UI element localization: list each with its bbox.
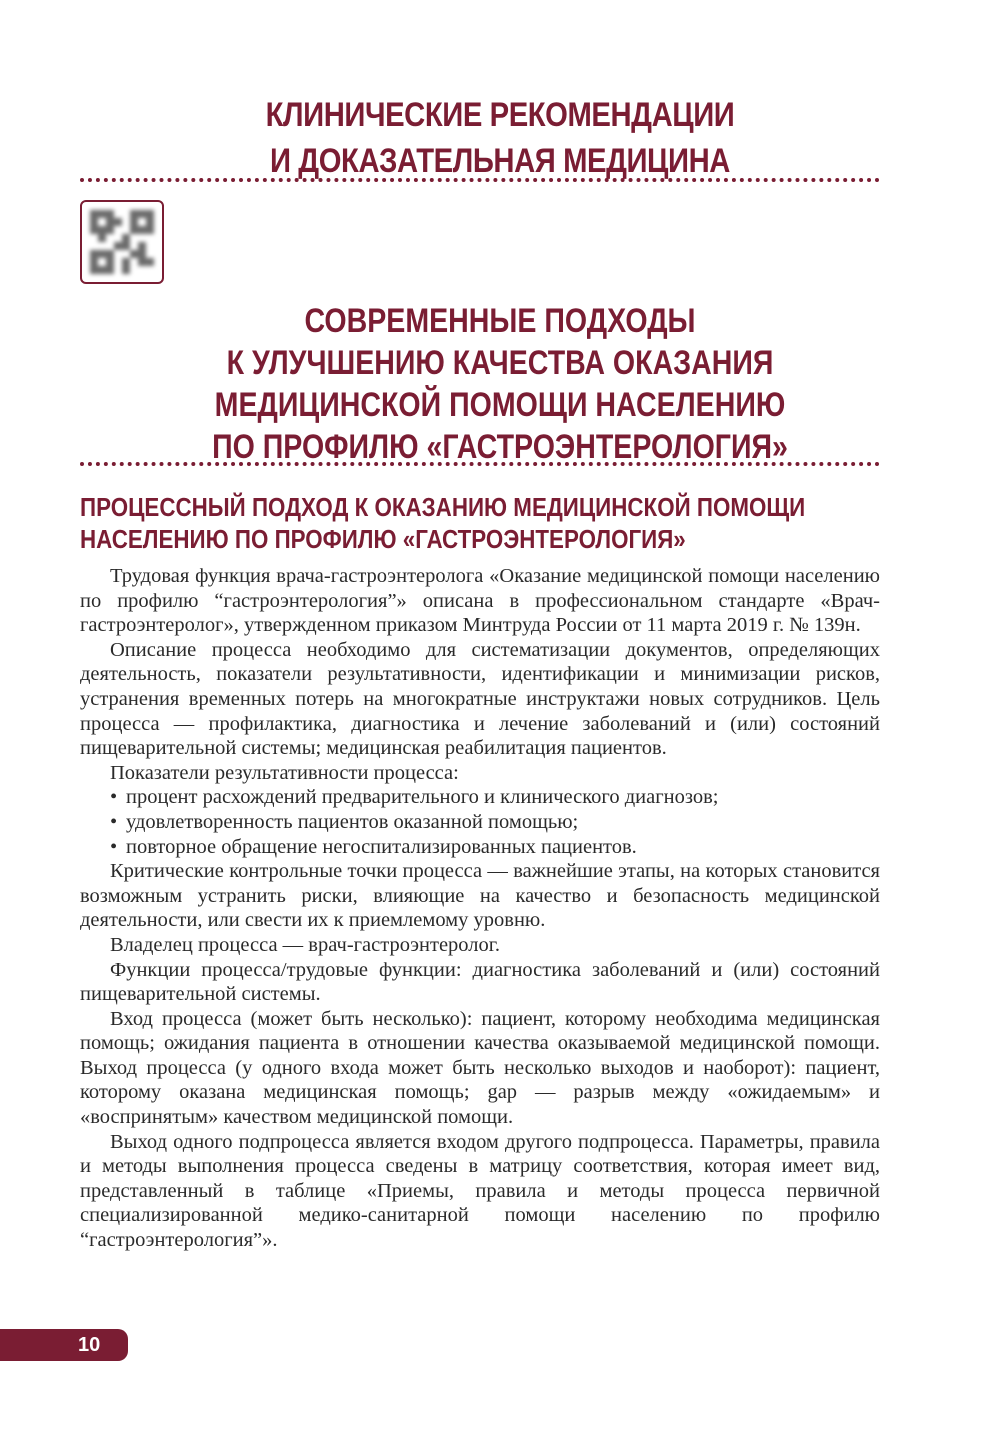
paragraph: Критические контрольные точки процесса — важнейшие этапы, на которых становится возможным устранить риски, влияющие на качество и безопасность медицинской деятельности, или свести их к приемлемому уровню.: [80, 860, 880, 932]
list-item: [80, 835, 880, 860]
qr-code-icon: [90, 210, 154, 274]
dotted-divider: [80, 178, 880, 182]
section-title-line: И ДОКАЗАТЕЛЬНАЯ МЕДИЦИНА: [270, 142, 730, 180]
paragraph: Вход процесса (может быть несколько): пациент, которому необходима медицинская помощь; ожидания пациента в отношении качества оказываемой медицинской помощи. Выход процесса (у одного входа может быть несколько выходов и наоборот): пациент, которому оказана медицинская помощь; gap — разрыв между «ожидаемым» и «воспринятым» качеством медицинской помощи.: [80, 1007, 880, 1129]
qr-code[interactable]: [80, 200, 164, 284]
list-item: [80, 810, 880, 835]
bullet-icon: •: [110, 835, 118, 858]
paragraph: Описание процесса необходимо для систематизации документов, определяющих деятельность, показатели результативности, идентификации и минимизации рисков, устранения временных потерь на многократные инструктажи новых сотрудников. Цель процесса — профилактика, диагностика и лечение заболеваний и (или) состояний пищеварительной системы; медицинская реабилитация пациентов.: [80, 638, 880, 760]
paragraph: Выход одного подпроцесса является входом другого подпроцесса. Параметры, правила и методы выполнения процесса сведены в матрицу соответствия, которая имеет вид, представленный в таблице «Приемы, правила и методы процесса первичной специализированной медико-санитарной помощи населению по профилю “гастроэнтерология”».: [80, 1130, 880, 1252]
subtitle-line: НАСЕЛЕНИЮ ПО ПРОФИЛЮ «ГАСТРОЭНТЕРОЛОГИЯ»: [80, 524, 686, 554]
list-item-text: повторное обращение негоспитализированных пациентов.: [126, 835, 637, 858]
bullet-icon: •: [110, 810, 118, 833]
list-item-text: процент расхождений предварительного и клинического диагнозов;: [126, 786, 719, 809]
section-title-line: КЛИНИЧЕСКИЕ РЕКОМЕНДАЦИИ: [265, 96, 735, 134]
article-title-line: ПО ПРОФИЛЮ «ГАСТРОЭНТЕРОЛОГИЯ»: [212, 428, 788, 466]
article-title: [80, 300, 920, 468]
list-item-text: удовлетворенность пациентов оказанной помощью;: [126, 810, 579, 833]
paragraph: Трудовая функция врача-гастроэнтеролога «Оказание медицинской помощи населению по профилю “гастроэнтерология”» описана в профессиональном стандарте «Врач-гастроэнтеролог», утвержденном приказом Минтруда России от 11 марта 2019 г. № 139н.: [80, 565, 880, 637]
article-subtitle: [80, 491, 854, 555]
paragraph: Показатели результативности процесса:: [110, 761, 459, 784]
article-body: [80, 564, 880, 1253]
article-title-line: МЕДИЦИНСКОЙ ПОМОЩИ НАСЕЛЕНИЮ: [214, 386, 786, 424]
page-number: 10: [78, 1334, 101, 1356]
subtitle-line: ПРОЦЕССНЫЙ ПОДХОД К ОКАЗАНИЮ МЕДИЦИНСКОЙ ПОМОЩИ: [80, 492, 806, 522]
article-title-line: СОВРЕМЕННЫЕ ПОДХОДЫ: [304, 302, 696, 340]
list-item: [80, 785, 880, 810]
article-title-line: К УЛУЧШЕНИЮ КАЧЕСТВА ОКАЗАНИЯ: [226, 344, 774, 382]
bullet-icon: •: [110, 786, 118, 809]
section-title: [70, 92, 930, 184]
paragraph: Владелец процесса — врач-гастроэнтеролог.: [110, 933, 500, 956]
paragraph: Функции процесса/трудовые функции: диагностика заболеваний и (или) состояний пищеварительной системы.: [80, 958, 880, 1006]
dotted-divider: [80, 462, 880, 466]
